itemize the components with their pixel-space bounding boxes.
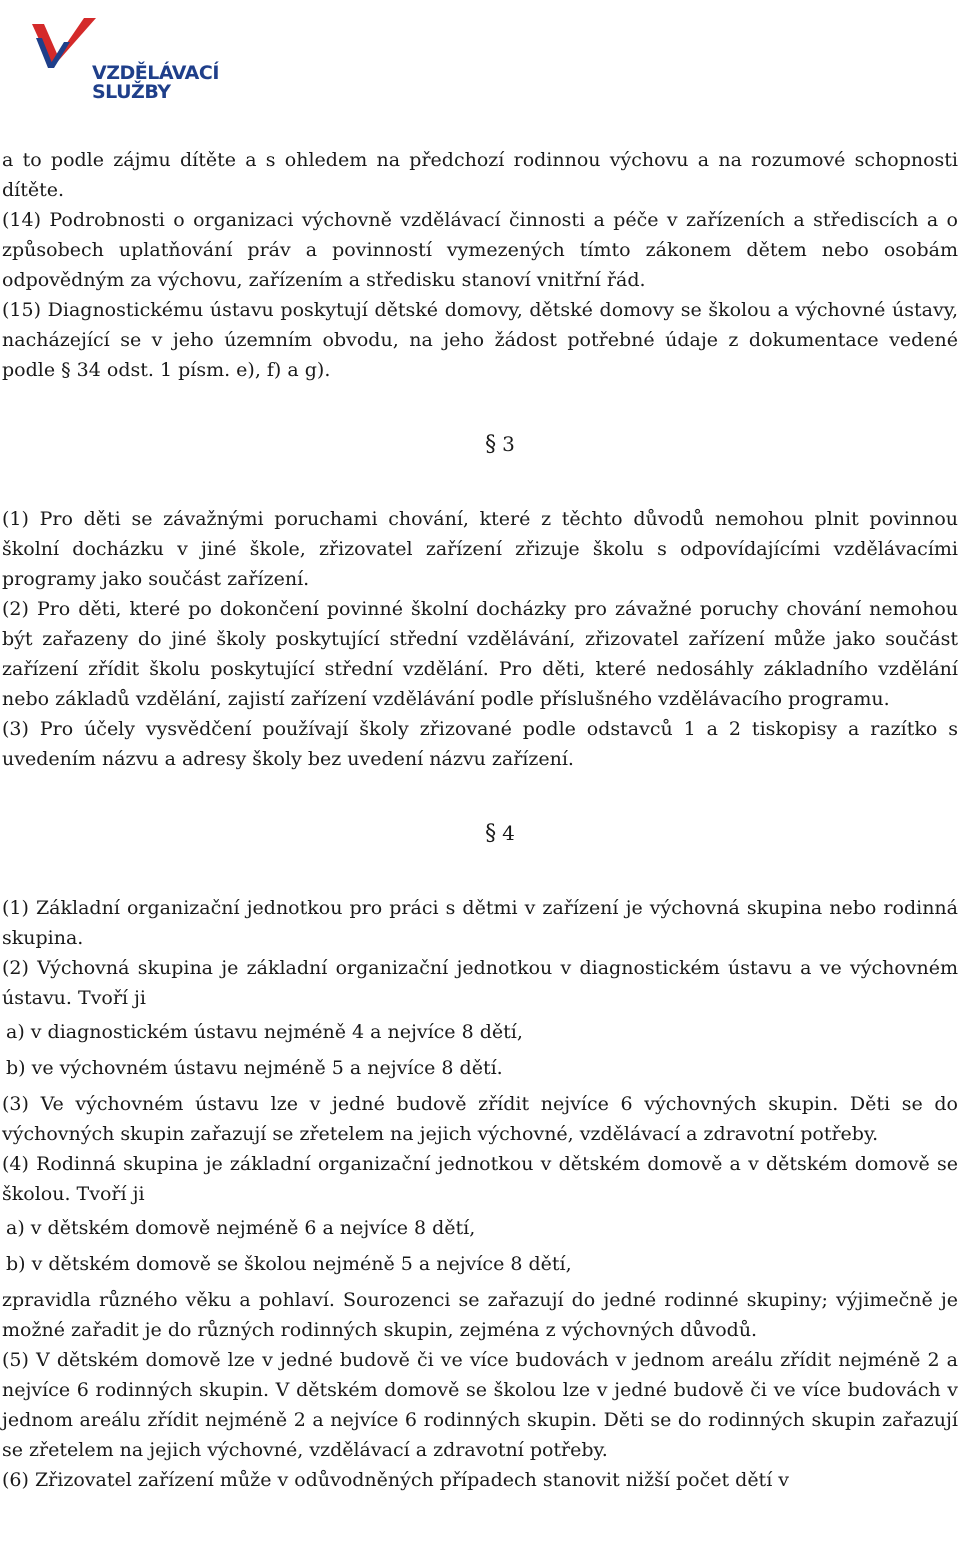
section4-paragraph-2: (2) Výchovná skupina je základní organizační jednotkou v diagnostickém ústavu a ve výchovném ústavu. Tvoří ji: [2, 957, 958, 1009]
section4-paragraph-1: (1) Základní organizační jednotkou pro práci s dětmi v zařízení je výchovná skupina nebo rodinná skupina.: [2, 897, 958, 949]
document-body: [2, 145, 958, 1495]
section4-paragraph-3: (3) Ve výchovném ústavu lze v jedné budově zřídit nejvíce 6 výchovných skupin. Děti se do výchovných skupin zařazují se zřetelem na jejich výchovné, vzdělávací a zdravotní potřeby.: [2, 1093, 958, 1145]
section3-paragraph-2: (2) Pro děti, které po dokončení povinné školní docházky pro závažné poruchy chování nemohou být zařazeny do jiné školy poskytující střední vzdělávání, zřizovatel zařízení může jako součást zařízení zřídit školu poskytující střední vzdělání. Pro děti, které nedosáhly základního vzdělání nebo základů vzdělání, zajistí zařízení vzdělávání podle příslušného vzdělávacího programu.: [2, 598, 958, 710]
logo-line-2: SLUŽBY: [92, 81, 171, 103]
list-item: b) ve výchovném ústavu nejméně 5 a nejvíce 8 dětí.: [6, 1057, 503, 1079]
paragraph-14: (14) Podrobnosti o organizaci výchovně vzdělávací činnosti a péče v zařízeních a střediscích a o způsobech uplatňování práv a povinností vymezených tímto zákonem dětem nebo osobám odpovědným za výchovu, zařízením a středisku stanoví vnitřní řád.: [2, 209, 958, 291]
list-item: a) v dětském domově nejméně 6 a nejvíce 8 dětí,: [6, 1217, 476, 1239]
logo-text: [92, 64, 219, 102]
section-number: 3: [502, 432, 515, 456]
section-sign: §: [485, 432, 497, 457]
section4-paragraph-4-continued: zpravidla různého věku a pohlaví. Sourozenci se zařazují do jedné rodinné skupiny; výjimečně je možné zařadit je do různých rodinných skupin, zejména z výchovných důvodů.: [2, 1289, 958, 1341]
section-heading-3: [2, 429, 958, 460]
section4-paragraph-6: (6) Zřizovatel zařízení může v odůvodněných případech stanovit nižší počet dětí v: [2, 1469, 790, 1491]
section-heading-4: [2, 818, 958, 849]
section4-paragraph-5: (5) V dětském domově lze v jedné budově či ve více budovách v jednom areálu zřídit nejméně 2 a nejvíce 6 rodinných skupin. V dětském domově se školou lze v jedné budově či ve více budovách v jednom areálu zřídit nejméně 2 a nejvíce 6 rodinných skupin. Děti se do rodinných skupin zařazují se zřetelem na jejich výchovné, vzdělávací a zdravotní potřeby.: [2, 1349, 958, 1461]
section4-paragraph-4: (4) Rodinná skupina je základní organizační jednotkou v dětském domově a v dětském domově se školou. Tvoří ji: [2, 1153, 958, 1205]
section-number: 4: [502, 821, 515, 845]
section3-paragraph-3: (3) Pro účely vysvědčení používají školy zřizované podle odstavců 1 a 2 tiskopisy a razítko s uvedením názvu a adresy školy bez uvedení názvu zařízení.: [2, 718, 958, 770]
section-sign: §: [485, 821, 497, 846]
logo-line-1: VZDĚLÁVACÍ: [92, 62, 219, 84]
section3-paragraph-1: (1) Pro děti se závažnými poruchami chování, které z těchto důvodů nemohou plnit povinnou školní docházku v jiné škole, zřizovatel zařízení zřizuje školu s odpovídajícími vzdělávacími programy jako součást zařízení.: [2, 508, 958, 590]
vzdelavaci-sluzby-logo: [22, 12, 219, 103]
paragraph: a to podle zájmu dítěte a s ohledem na předchozí rodinnou výchovu a na rozumové schopnosti dítěte.: [2, 149, 958, 201]
list-item: a) v diagnostickém ústavu nejméně 4 a nejvíce 8 dětí,: [6, 1021, 523, 1043]
list-item: b) v dětském domově se školou nejméně 5 a nejvíce 8 dětí,: [6, 1253, 572, 1275]
paragraph-15: (15) Diagnostickému ústavu poskytují dětské domovy, dětské domovy se školou a výchovné ústavy, nacházející se v jeho územním obvodu, na jeho žádost potřebné údaje z dokumentace vedené podle § 34 odst. 1 písm. e), f) a g).: [2, 299, 958, 381]
